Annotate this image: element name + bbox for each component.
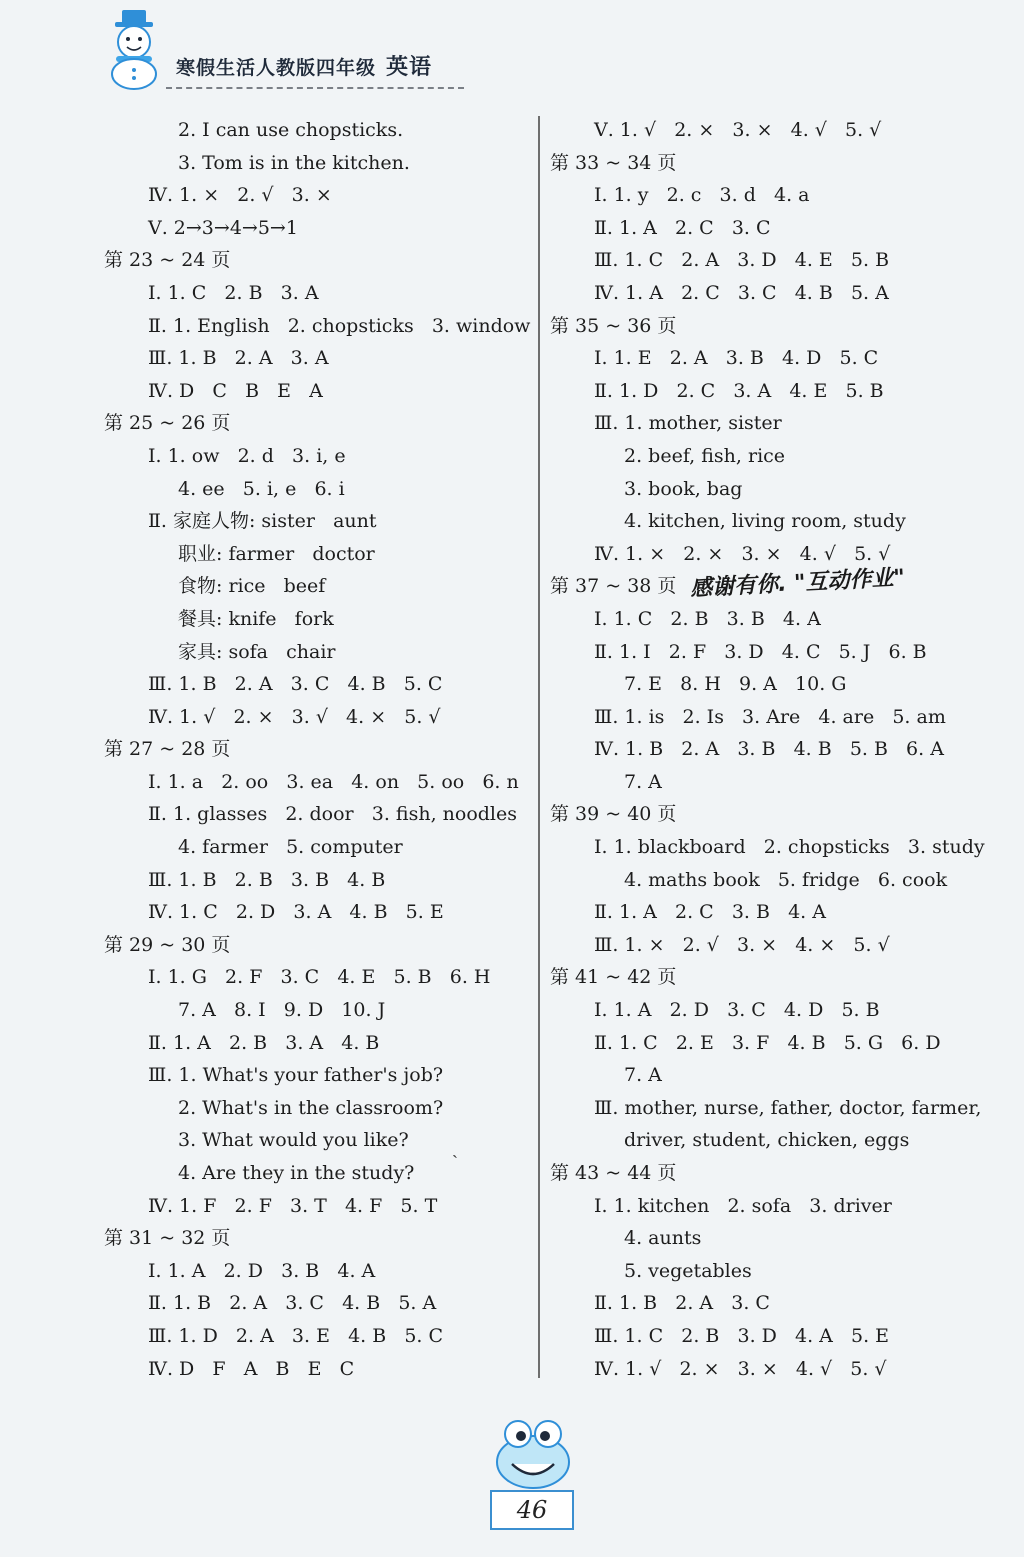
answer-line: 4. aunts xyxy=(624,1227,702,1250)
answer-line: 4. kitchen, living room, study xyxy=(624,510,906,533)
answer-line: 7. A 8. I 9. D 10. J xyxy=(178,999,386,1022)
answer-line: Ⅱ. 1. B 2. A 3. C 4. B 5. A xyxy=(148,1292,437,1315)
answer-line: 4. maths book 5. fridge 6. cook xyxy=(624,868,948,891)
answer-line: Ⅱ. 1. glasses 2. door 3. fish, noodles xyxy=(148,803,518,826)
answer-line: Ⅰ. 1. C 2. B 3. A xyxy=(148,281,319,304)
answer-line: 餐具: knife fork xyxy=(178,607,334,630)
answer-line: 食物: rice beef xyxy=(178,575,326,598)
answer-line: 3. Tom is in the kitchen. xyxy=(178,151,410,174)
header-dashed-rule xyxy=(166,87,464,89)
page-range-heading: 第 31 ~ 32 页 xyxy=(104,1227,231,1250)
answer-line: Ⅲ. 1. D 2. A 3. E 4. B 5. C xyxy=(148,1324,444,1347)
answer-line: driver, student, chicken, eggs xyxy=(624,1129,910,1152)
answer-line: Ⅱ. 1. A 2. C 3. B 4. A xyxy=(594,901,826,924)
answer-line: Ⅱ. 1. B 2. A 3. C xyxy=(594,1292,770,1315)
answer-line: Ⅰ. 1. a 2. oo 3. ea 4. on 5. oo 6. n xyxy=(148,770,519,793)
answer-line: Ⅰ. 1. E 2. A 3. B 4. D 5. C xyxy=(594,347,879,370)
page-range-heading: 第 29 ~ 30 页 xyxy=(104,933,231,956)
answer-line: Ⅲ. 1. is 2. Is 3. Are 4. are 5. am xyxy=(594,705,946,728)
page-header xyxy=(0,0,1024,100)
page-range-heading: 第 33 ~ 34 页 xyxy=(550,151,677,174)
answer-line: Ⅲ. 1. What's your father's job? xyxy=(148,1064,444,1087)
answer-line: Ⅱ. 1. D 2. C 3. A 4. E 5. B xyxy=(594,379,884,402)
answer-line: Ⅲ. 1. B 2. B 3. B 4. B xyxy=(148,868,386,891)
page-range-heading: 第 35 ~ 36 页 xyxy=(550,314,677,337)
answer-line: 4. ee 5. i, e 6. i xyxy=(178,477,345,500)
page-range-heading: 第 43 ~ 44 页 xyxy=(550,1162,677,1184)
stray-pen-mark: ˏ xyxy=(452,1138,458,1159)
answer-line: 3. What would you like? xyxy=(178,1129,409,1152)
answer-line: Ⅲ. 1. B 2. A 3. A xyxy=(148,347,329,370)
frog-mascot-icon xyxy=(490,1412,576,1498)
answer-line: Ⅲ. mother, nurse, father, doctor, farmer, xyxy=(594,1096,982,1119)
answer-line: Ⅱ. 1. I 2. F 3. D 4. C 5. J 6. B xyxy=(594,640,927,663)
answer-line: 家具: sofa chair xyxy=(178,640,336,663)
answer-line: Ⅳ. 1. × 2. √ 3. × xyxy=(148,184,332,207)
answer-line: Ⅲ. 1. B 2. A 3. C 4. B 5. C xyxy=(148,673,443,696)
answer-line: Ⅱ. 1. C 2. E 3. F 4. B 5. G 6. D xyxy=(594,1031,941,1054)
page-range-heading: 第 39 ~ 40 页 xyxy=(550,803,677,826)
answer-line: Ⅰ. 1. A 2. D 3. B 4. A xyxy=(148,1259,376,1282)
answer-line: Ⅰ. 1. blackboard 2. chopsticks 3. study xyxy=(594,836,985,859)
answer-line: Ⅰ. 1. A 2. D 3. C 4. D 5. B xyxy=(594,999,880,1022)
handwritten-note: 感谢有你. "互动作业" xyxy=(689,565,906,602)
page-range-heading: 第 41 ~ 42 页 xyxy=(550,966,677,989)
answer-line: 7. A xyxy=(624,1064,662,1087)
answer-line: Ⅰ. 1. kitchen 2. sofa 3. driver xyxy=(594,1194,892,1217)
answer-line: Ⅴ. 2→3→4→5→1 xyxy=(148,216,298,239)
answer-line: Ⅰ. 1. y 2. c 3. d 4. a xyxy=(594,184,810,207)
answer-line: 2. What's in the classroom? xyxy=(178,1096,444,1119)
page-range-heading: 第 37 ~ 38 页 xyxy=(550,575,677,598)
answer-line: 职业: farmer doctor xyxy=(178,542,375,565)
answer-line: Ⅳ. 1. F 2. F 3. T 4. F 5. T xyxy=(148,1194,438,1217)
answer-line: Ⅱ. 家庭人物: sister aunt xyxy=(148,510,377,533)
answer-line: Ⅰ. 1. G 2. F 3. C 4. E 5. B 6. H xyxy=(148,966,491,989)
answer-line: Ⅳ. 1. B 2. A 3. B 4. B 5. B 6. A xyxy=(594,738,944,761)
page-range-heading: 第 27 ~ 28 页 xyxy=(104,738,231,761)
answer-line: Ⅱ. 1. English 2. chopsticks 3. window xyxy=(148,314,531,337)
answer-line: 2. beef, fish, rice xyxy=(624,444,786,467)
column-divider xyxy=(538,116,540,1378)
snowman-icon xyxy=(100,10,170,90)
answer-line: Ⅲ. 1. × 2. √ 3. × 4. × 5. √ xyxy=(594,933,890,956)
answer-line: Ⅱ. 1. A 2. C 3. C xyxy=(594,216,771,239)
answer-line: Ⅲ. 1. C 2. A 3. D 4. E 5. B xyxy=(594,249,890,272)
answer-line: Ⅳ. 1. A 2. C 3. C 4. B 5. A xyxy=(594,281,889,304)
answer-line: Ⅱ. 1. A 2. B 3. A 4. B xyxy=(148,1031,380,1054)
answer-line: Ⅳ. 1. C 2. D 3. A 4. B 5. E xyxy=(148,901,444,924)
subject-label: 英语 xyxy=(386,55,433,80)
answer-line: 3. book, bag xyxy=(624,477,743,500)
answer-line: Ⅰ. 1. C 2. B 3. B 4. A xyxy=(594,607,821,630)
answer-line: Ⅳ. 1. × 2. × 3. × 4. √ 5. √ xyxy=(594,542,891,565)
answer-line: Ⅲ. 1. mother, sister xyxy=(594,412,782,435)
answer-line: Ⅳ. D F A B E C xyxy=(148,1357,355,1380)
book-title xyxy=(176,50,432,81)
answer-line: Ⅲ. 1. C 2. B 3. D 4. A 5. E xyxy=(594,1324,890,1347)
right-answer-column xyxy=(550,114,1010,1385)
answer-line: Ⅰ. 1. ow 2. d 3. i, e xyxy=(148,444,346,467)
answer-line: 7. E 8. H 9. A 10. G xyxy=(624,673,847,696)
answer-line: Ⅳ. 1. √ 2. × 3. √ 4. × 5. √ xyxy=(148,705,441,728)
answer-line: 7. A xyxy=(624,770,662,793)
answer-line: 4. Are they in the study? xyxy=(178,1162,415,1184)
answer-line: 2. I can use chopsticks. xyxy=(178,119,404,141)
answer-line: Ⅳ. 1. √ 2. × 3. × 4. √ 5. √ xyxy=(594,1357,887,1380)
page-range-heading: 第 23 ~ 24 页 xyxy=(104,249,231,272)
answer-line: Ⅴ. 1. √ 2. × 3. × 4. √ 5. √ xyxy=(594,119,882,141)
answer-line: 4. farmer 5. computer xyxy=(178,836,403,859)
left-answer-column xyxy=(104,114,536,1385)
page-range-heading: 第 25 ~ 26 页 xyxy=(104,412,231,435)
page-number: 46 xyxy=(490,1490,574,1530)
book-series-title: 寒假生活人教版四年级 xyxy=(176,57,377,79)
answer-line: 5. vegetables xyxy=(624,1259,752,1282)
answer-line: Ⅳ. D C B E A xyxy=(148,379,323,402)
